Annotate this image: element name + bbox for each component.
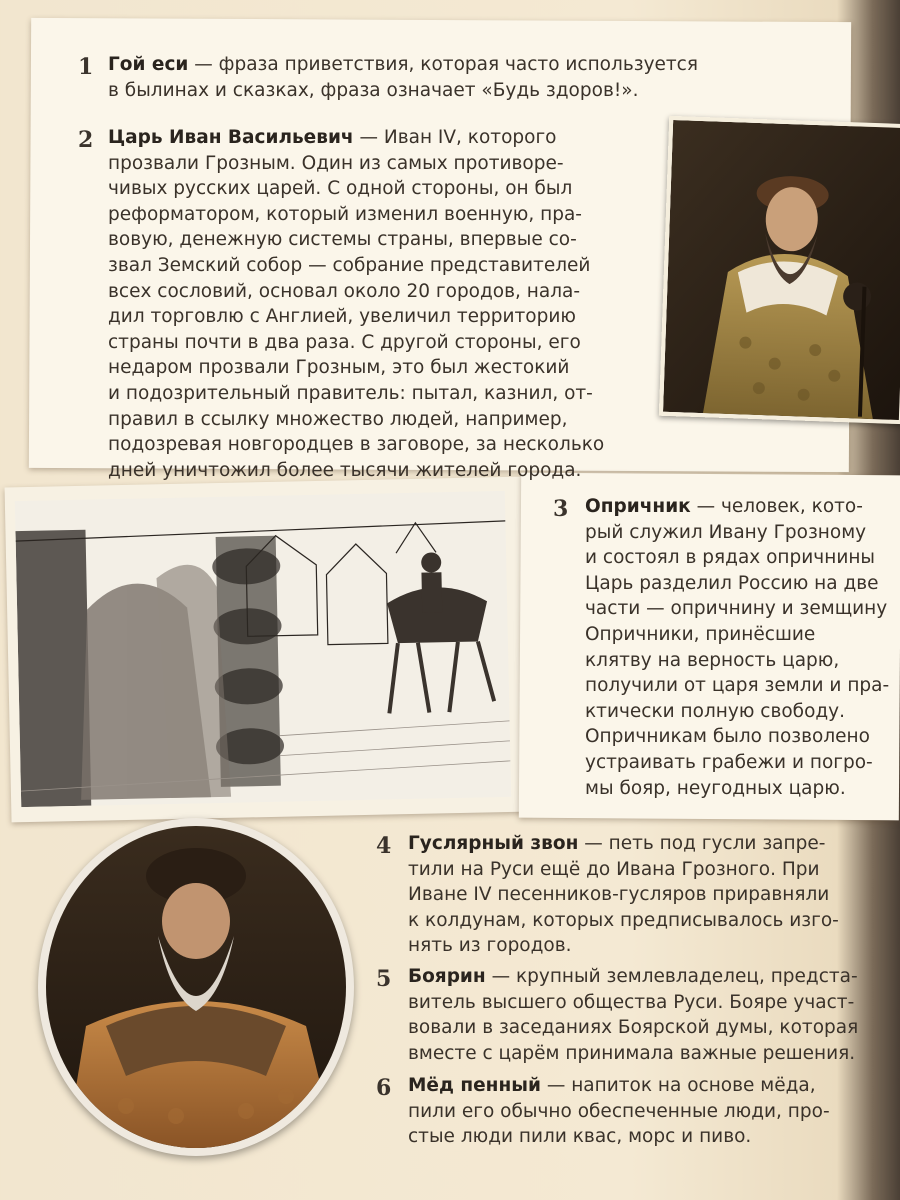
entry-text-line: дней уничтожил более тысячи жителей города. (108, 459, 582, 481)
portrait-boyar-image (38, 818, 354, 1156)
entry-text-line: вовую, денежную системы страны, впервые со- (108, 229, 577, 251)
entry-number-4: 4 (376, 833, 392, 859)
entry-text-line: нять из городов. (408, 935, 572, 957)
entry-guslyarny-zvon (408, 831, 900, 959)
entry-term: Гуслярный звон (408, 833, 579, 854)
entry-term: Царь Иван Васильевич (108, 127, 354, 148)
entry-text-line: и подозрительный правитель: пытал, казнил, от- (108, 382, 593, 404)
entry-term: Опричник (585, 496, 691, 517)
entry-text-line: Царь разделил Россию на две (585, 572, 879, 594)
entry-text-line: к колдунам, которых предписывалось изго- (408, 909, 839, 931)
entry-boyarin (408, 964, 900, 1066)
entry-text-line: клятву на верность царю, (585, 649, 840, 671)
entry-term: Боярин (408, 966, 486, 987)
entry-text-line: Иване IV песенников-гусляров приравняли (408, 884, 830, 906)
entry-text-line: правил в ссылку множество людей, например, (108, 408, 568, 430)
entry-text-line: стые люди пили квас, морс и пиво. (408, 1126, 752, 1148)
entry-text-line: Опричникам было позволено (585, 726, 870, 748)
entry-text-line: реформатором, который изменил военную, пра- (108, 203, 582, 225)
entry-text-line: — Иван IV, которого (359, 127, 557, 148)
engraving-oprichnik-image (15, 491, 511, 807)
entry-term: Мёд пенный (408, 1075, 541, 1096)
entry-number-1: 1 (78, 54, 94, 80)
entry-text-line: витель высшего общества Руси. Бояре участ- (408, 991, 855, 1013)
entry-goi-esi (108, 52, 768, 103)
entry-text-line: части — опричнину и земщину (585, 598, 888, 620)
entry-text-line: мы бояр, неугодных царю. (585, 777, 846, 799)
entry-text-line: дил торговлю с Англией, увеличил территорию (108, 306, 576, 328)
portrait-ivan-image (659, 116, 900, 424)
entry-text-line: — петь под гусли запре- (584, 833, 826, 854)
entry-oprichnik (585, 494, 900, 801)
entry-text-line: — напиток на основе мёда, (546, 1075, 816, 1096)
entry-text-line: недаром прозвали Грозным, это был жестокий (108, 357, 570, 379)
entry-text-line: устраивать грабежи и погро- (585, 751, 873, 773)
entry-myod-penny (408, 1073, 900, 1150)
entry-tsar-ivan (108, 125, 668, 483)
entry-text-line: в былинах и сказках, фраза означает «Будь здоров!». (108, 79, 639, 101)
entry-text-line: — человек, кото- (696, 496, 863, 517)
entry-text-line: и состоял в рядах опричнины (585, 547, 876, 569)
entry-text-line: — фраза приветствия, которая часто используется (194, 54, 698, 75)
portrait-boyar-art (46, 826, 346, 1148)
entry-text-line: ктически полную свободу. (585, 700, 846, 722)
entry-number-6: 6 (376, 1075, 392, 1101)
entry-text-line: прозвали Грозным. Один из самых противоре- (108, 152, 564, 174)
entry-text-line: Опричники, принёсшие (585, 623, 816, 645)
entry-text-line: звал Земский собор — собрание представителей (108, 254, 591, 276)
entry-text-line: вовали в заседаниях Боярской думы, которая (408, 1017, 859, 1039)
engraving-art (15, 491, 511, 807)
entry-text-line: чивых русских царей. С одной стороны, он был (108, 178, 573, 200)
entry-text-line: получили от царя земли и пра- (585, 675, 890, 697)
entry-text-line: тили на Руси ещё до Ивана Грозного. При (408, 858, 820, 880)
entry-text-line: — крупный землевладелец, предста- (491, 966, 858, 987)
entry-term: Гой еси (108, 54, 189, 75)
entry-text-line: вместе с царём принимала важные решения. (408, 1042, 856, 1064)
entry-text-line: страны почти в два раза. С другой стороны, его (108, 331, 581, 353)
entry-number-2: 2 (78, 127, 94, 153)
entry-number-5: 5 (376, 966, 392, 992)
entry-text-line: подозревая новгородцев в заговоре, за несколько (108, 434, 605, 456)
entry-number-3: 3 (553, 496, 569, 522)
entry-text-line: пили его обычно обеспеченные люди, про- (408, 1100, 830, 1122)
entry-text-line: рый служил Ивану Грозному (585, 521, 867, 543)
portrait-ivan-art (663, 120, 900, 420)
entry-text-line: всех сословий, основал около 20 городов, нала- (108, 280, 581, 302)
